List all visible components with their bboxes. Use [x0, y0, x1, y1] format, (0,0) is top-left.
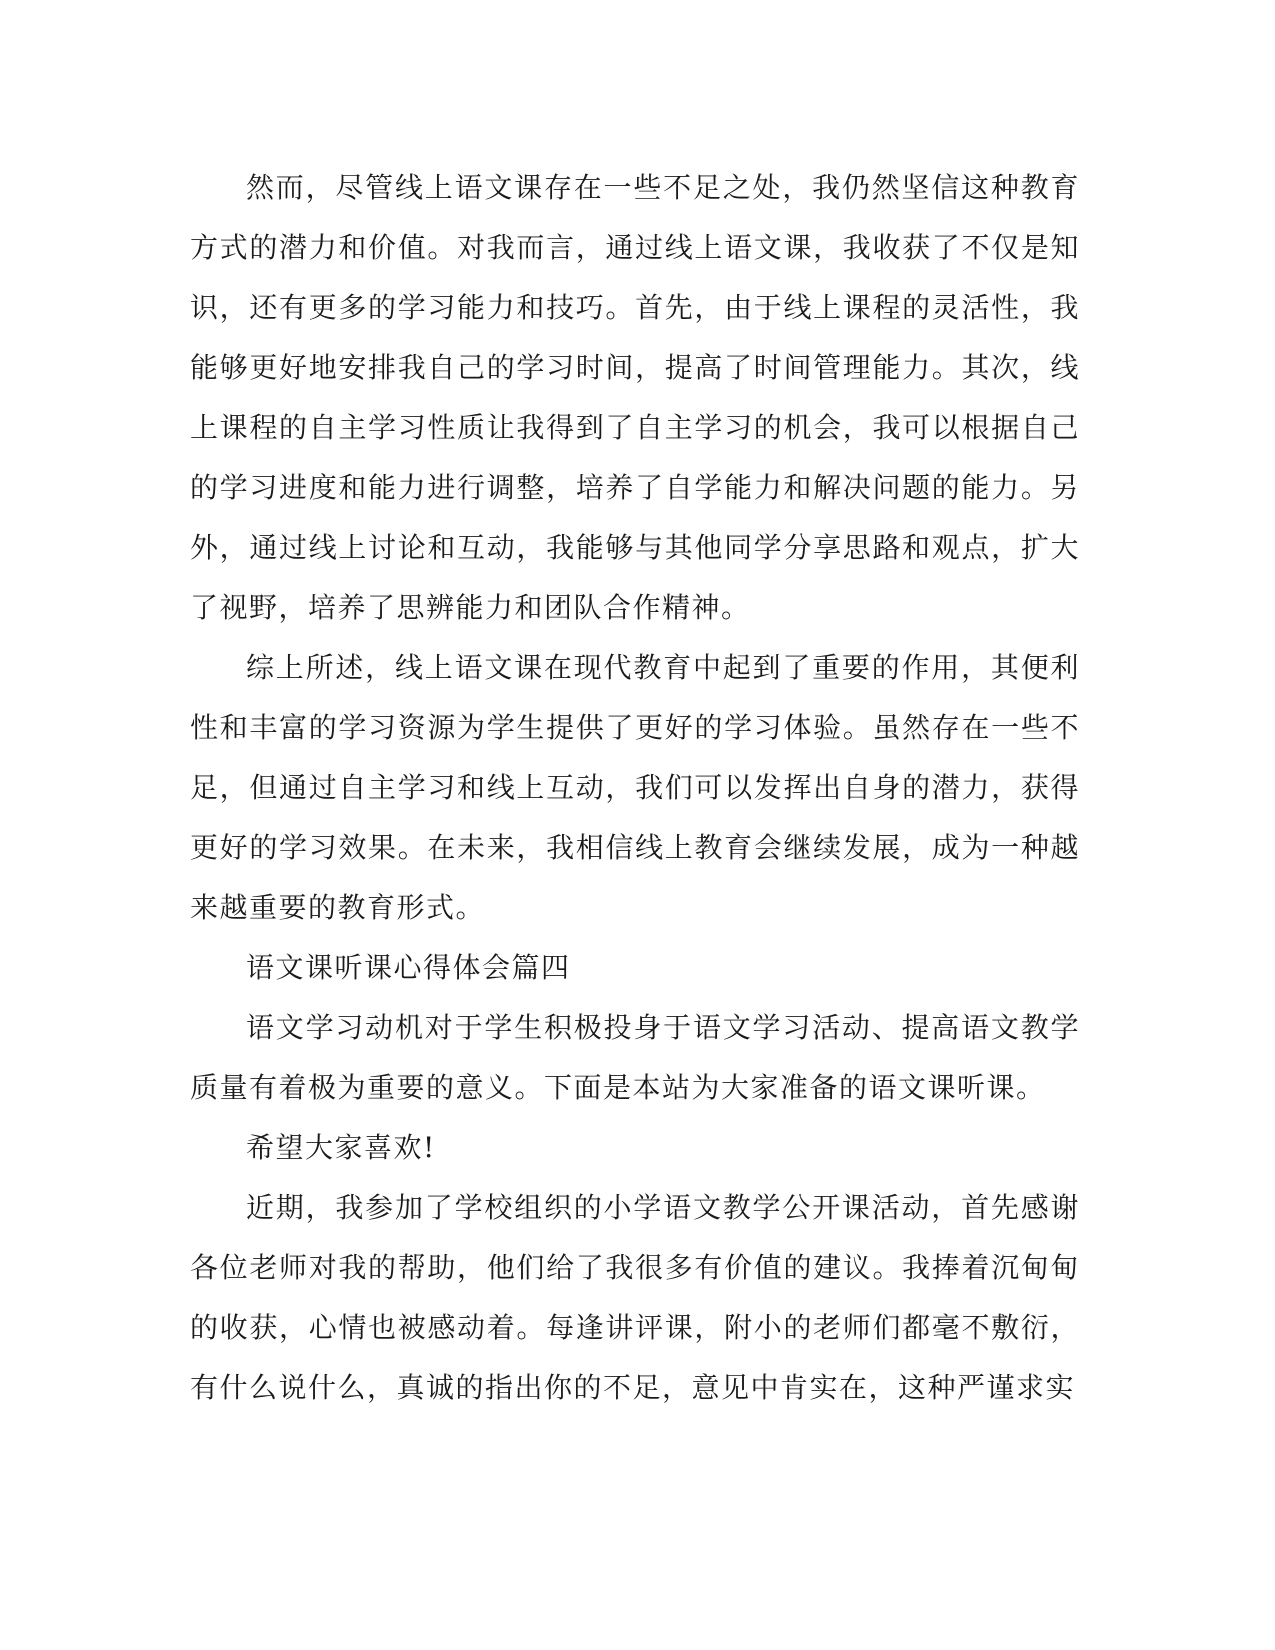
paragraph-greeting: 希望大家喜欢! [246, 1131, 436, 1164]
paragraph-open-class: 近期，我参加了学校组织的小学语文教学公开课活动，首先感谢各位老师对我的帮助，他们给了我很多有价值的建议。我捧着沉甸甸的收获，心情也被感动着。每逢讲评课，附小的老师们都毫不敷衍，有什么说什么，真诚的指出你的不足，意见中肯实在，这种严谨求实 [190, 1191, 1080, 1404]
paragraph-summary: 综上所述，线上语文课在现代教育中起到了重要的作用，其便利性和丰富的学习资源为学生提供了更好的学习体验。虽然存在一些不足，但通过自主学习和线上互动，我们可以发挥出自身的潜力，获得更好的学习效果。在未来，我相信线上教育会继续发展，成为一种越来越重要的教育形式。 [190, 651, 1080, 924]
paragraph-motivation-intro: 语文学习动机对于学生积极投身于语文学习活动、提高语文教学质量有着极为重要的意义。下面是本站为大家准备的语文课听课。 [190, 1011, 1080, 1104]
section-heading: 语文课听课心得体会篇四 [246, 951, 571, 984]
document-body [190, 158, 1080, 1418]
paragraph-online-course-value: 然而，尽管线上语文课存在一些不足之处，我仍然坚信这种教育方式的潜力和价值。对我而言，通过线上语文课，我收获了不仅是知识，还有更多的学习能力和技巧。首先，由于线上课程的灵活性，我能够更好地安排我自己的学习时间，提高了时间管理能力。其次，线上课程的自主学习性质让我得到了自主学习的机会，我可以根据自己的学习进度和能力进行调整，培养了自学能力和解决问题的能力。另外，通过线上讨论和互动，我能够与其他同学分享思路和观点，扩大了视野，培养了思辨能力和团队合作精神。 [190, 171, 1080, 624]
